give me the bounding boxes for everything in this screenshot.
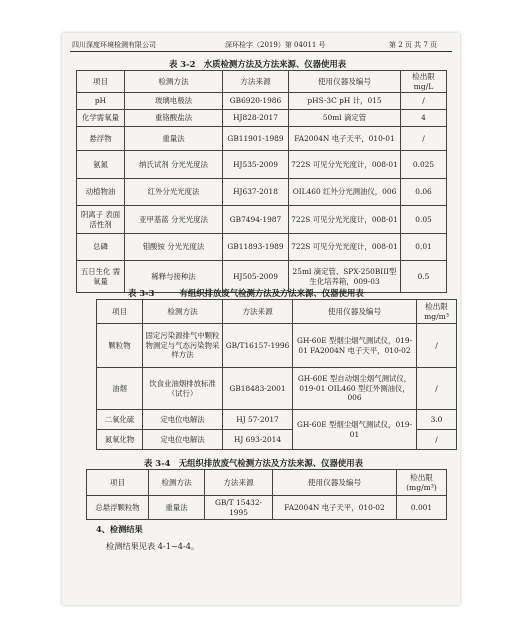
table-row: [77, 93, 447, 110]
table-cell: 动植物油: [77, 179, 125, 206]
table-cell: HJ535-2009: [223, 151, 289, 179]
table-cell: 重量法: [125, 127, 223, 151]
table-cell: 0.001: [397, 496, 447, 520]
table-cell: 0.025: [401, 151, 447, 179]
table-cell: 重量法: [149, 496, 205, 520]
table-cell: 722S 可见分光光度计，008-01: [289, 206, 401, 234]
table-cell: GB11901-1989: [223, 127, 289, 151]
column-header: 方法来源: [223, 300, 293, 324]
table-cell: 3.0: [417, 410, 457, 430]
table-cell: HJ637-2018: [223, 179, 289, 206]
table-cell: 钼酸铵 分光光度法: [125, 234, 223, 261]
table-cell: 定电位电解法: [143, 430, 223, 450]
table-cell: 4: [401, 110, 447, 127]
table-cell: GB11893-1989: [223, 234, 289, 261]
table-cell: 固定污染源排气中颗粒物测定与气态污染物采样方法: [143, 324, 223, 368]
table-header-row: [87, 470, 447, 496]
table-cell: GB7494-1987: [223, 206, 289, 234]
table-cell: 25ml 滴定管、SPX-250BIII型 生化培养箱，009-03: [289, 261, 401, 293]
table-cell: 五日生化 需氧量: [77, 261, 125, 293]
table-3-3-title: 表 3-3 有组织排放废气检测方法及方法来源、仪器使用表: [128, 288, 364, 298]
unorganized-gas-method-table: [86, 469, 447, 520]
table-row: [97, 410, 457, 430]
table-cell: 阴离子 表面活性剂: [77, 206, 125, 234]
table-cell: 722S 可见分光光度计，008-01: [289, 151, 401, 179]
header-rule: [70, 51, 452, 52]
table-cell: HJ 57-2017: [223, 410, 293, 430]
table-row: [97, 368, 457, 410]
table-cell: GB6920-1986: [223, 93, 289, 110]
column-header: 使用仪器及编号: [273, 470, 397, 496]
table-cell: 定电位电解法: [143, 410, 223, 430]
table-cell: 玻璃电极法: [125, 93, 223, 110]
table-cell: 氮氧化物: [97, 430, 143, 450]
table-cell: 50ml 滴定管: [289, 110, 401, 127]
table-cell: 颗粒物: [97, 324, 143, 368]
table-row: [77, 179, 447, 206]
table-cell: pH: [77, 93, 125, 110]
table-cell: GH-60E 型烟尘烟气测试仪，019-01 FA2004N 电子天平，010-02: [293, 324, 417, 368]
table-cell: 油烟: [97, 368, 143, 410]
table-header-row: [97, 300, 457, 324]
table-cell: 0.05: [401, 206, 447, 234]
table-cell: FA2004N 电子天平，010-02: [273, 496, 397, 520]
column-header: 检测方法: [143, 300, 223, 324]
column-header: 检出限 (mg/m³): [397, 470, 447, 496]
table-cell: 722S 可见分光光度计，008-01: [289, 234, 401, 261]
column-header: 检测方法: [149, 470, 205, 496]
table-cell: GB18483-2001: [223, 368, 293, 410]
table-cell: /: [417, 368, 457, 410]
column-header: 项目: [87, 470, 149, 496]
table-cell: /: [417, 324, 457, 368]
table-row: [77, 206, 447, 234]
table-header-row: [77, 71, 447, 93]
table-cell: GB/T 15432-1995: [205, 496, 273, 520]
column-header: 检测方法: [125, 71, 223, 93]
water-method-table: [76, 70, 447, 293]
table-cell: 悬浮物: [77, 127, 125, 151]
table-cell: 重铬酸盐法: [125, 110, 223, 127]
column-header: 方法来源: [223, 71, 289, 93]
table-cell: 纳氏试剂 分光光度法: [125, 151, 223, 179]
section-heading: 4、检测结果: [96, 524, 143, 534]
header-report-number: 深环检字（2019）第 04011 号: [225, 41, 326, 49]
table-3-4-title: 表 3-4 无组织排放废气检测方法及方法来源、仪器使用表: [144, 458, 364, 468]
table-cell: /: [417, 430, 457, 450]
table-cell: /: [401, 127, 447, 151]
header-org: 四川深度环境检测有限公司: [72, 41, 156, 49]
column-header: 项目: [77, 71, 125, 93]
table-cell: 化学需氧量: [77, 110, 125, 127]
table-cell: 二氧化硫: [97, 410, 143, 430]
column-header: 检出限 mg/m³: [417, 300, 457, 324]
table-cell: 0.01: [401, 234, 447, 261]
table-cell: HJ828-2017: [223, 110, 289, 127]
section-text: 检测结果见表 4-1~4-4。: [106, 541, 200, 551]
table-3-2-title: 表 3-2 水质检测方法及方法来源、仪器使用表: [169, 59, 347, 69]
column-header: 项目: [97, 300, 143, 324]
header-page-number: 第 2 页 共 7 页: [389, 41, 438, 49]
column-header: 使用仪器及编号: [289, 71, 401, 93]
table-cell: GH-60E 型烟尘烟气测试仪，019-01: [293, 410, 417, 450]
table-cell: 氨氮: [77, 151, 125, 179]
table-cell: 0.5: [401, 261, 447, 293]
table-cell: pHS-3C pH 计，015: [289, 93, 401, 110]
table-row: [77, 151, 447, 179]
table-cell: 红外分光光度法: [125, 179, 223, 206]
report-page: [62, 33, 460, 605]
table-cell: HJ505-2009: [223, 261, 289, 293]
table-row: [77, 127, 447, 151]
table-row: [97, 324, 457, 368]
table-cell: FA2004N 电子天平，010-01: [289, 127, 401, 151]
column-header: 使用仪器及编号: [293, 300, 417, 324]
column-header: 检出限 mg/L: [401, 71, 447, 93]
table-cell: HJ 693-2014: [223, 430, 293, 450]
table-cell: 总磷: [77, 234, 125, 261]
table-cell: OIL460 红外分光测油仪，006: [289, 179, 401, 206]
table-cell: 稀释与接种法: [125, 261, 223, 293]
column-header: 方法来源: [205, 470, 273, 496]
table-row: [77, 234, 447, 261]
table-cell: 饮食业油烟排放标准（试行）: [143, 368, 223, 410]
table-cell: /: [401, 93, 447, 110]
table-cell: 0.06: [401, 179, 447, 206]
table-cell: GH-60E 型自动烟尘烟气测试仪，019-01 OIL460 型红外测油仪，006: [293, 368, 417, 410]
table-cell: GB/T16157-1996: [223, 324, 293, 368]
table-cell: 总悬浮颗粒物: [87, 496, 149, 520]
table-row: [77, 110, 447, 127]
table-cell: 亚甲基蓝 分光光度法: [125, 206, 223, 234]
organized-gas-method-table: [96, 299, 457, 450]
table-row: [87, 496, 447, 520]
